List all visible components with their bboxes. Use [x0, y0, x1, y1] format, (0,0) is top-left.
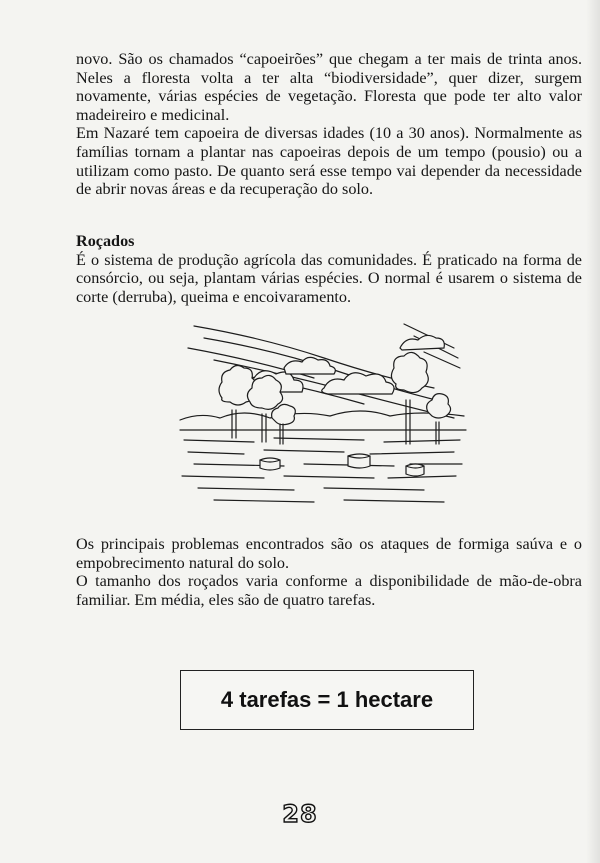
page-number: 28	[282, 800, 318, 828]
rocado-illustration	[174, 318, 470, 514]
paragraph-problems: Os principais problemas encontrados são os ataques de formiga saúva e o empobrecimento natural do solo.	[76, 535, 582, 572]
rocados-section	[76, 232, 582, 306]
paragraph-rocado-size: O tamanho dos roçados varia conforme a disponibilidade de mão-de-obra familiar. Em média, eles são de quatro tarefas.	[76, 572, 582, 609]
formula-text: 4 tarefas = 1 hectare	[220, 687, 434, 712]
intro-text-block	[76, 50, 582, 199]
paragraph-capoeiroes: novo. São os chamados “capoeirões” que chegam a ter mais de trinta anos. Neles a floresta volta a ter alta “biodiversidade”, quer dizer, surgem novamente, várias espécies de vegetação. Floresta que pode ter alto valor madeireiro e medicinal.	[76, 50, 582, 124]
formula-box	[180, 670, 474, 730]
paragraph-nazare: Em Nazaré tem capoeira de diversas idades (10 a 30 anos). Normalmente as famílias tornam a plantar nas capoeiras depois de um tempo (pousio) ou a utilizam como pasto. De quanto será esse tempo vai depender da necessidade de abrir novas áreas e da recuperação do solo.	[76, 124, 582, 199]
page-edge-shadow	[586, 0, 600, 863]
rocados-paragraph: É o sistema de produção agrícola das comunidades. É praticado na forma de consórcio, ou seja, plantam várias espécies. O normal é usarem o sistema de corte (derruba), queima e encoivaramento.	[76, 250, 582, 306]
rocados-heading: Roçados	[76, 232, 135, 250]
problems-text-block	[76, 535, 582, 609]
